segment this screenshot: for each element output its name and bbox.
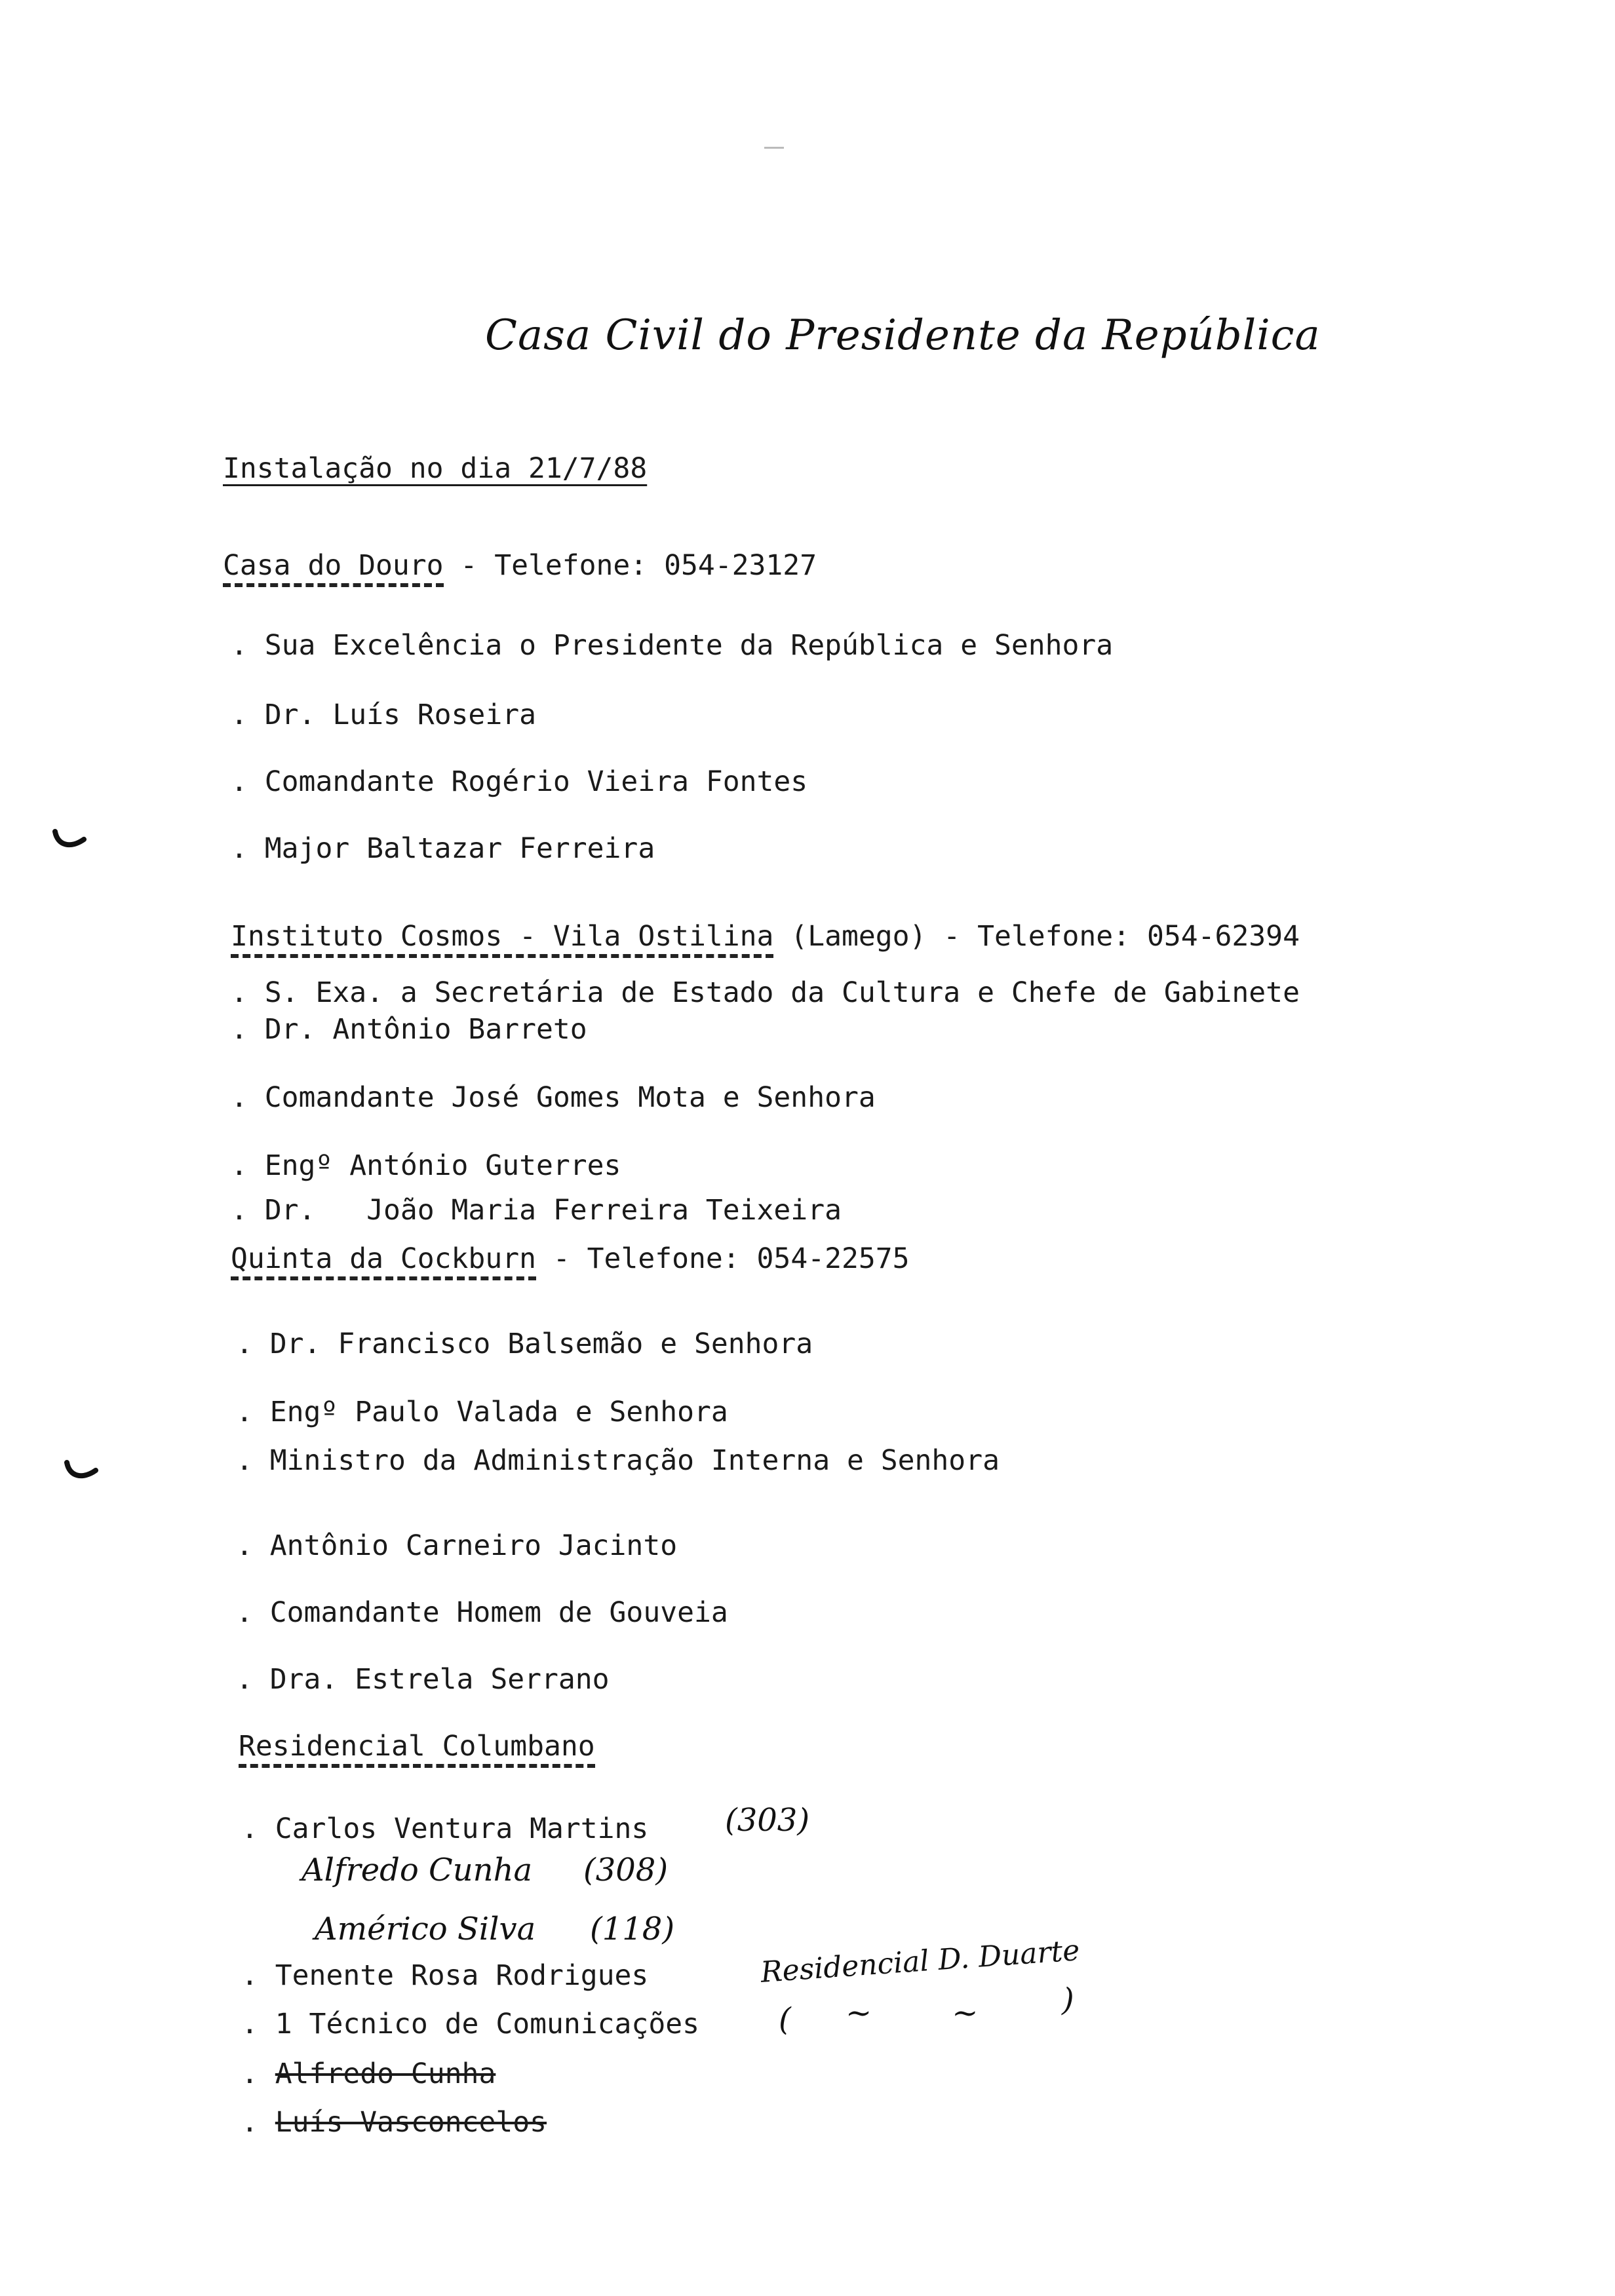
handwritten-ditto-open: ( (779, 2001, 791, 2038)
list-item: . Dr. João Maria Ferreira Teixeira (231, 1194, 842, 1227)
section-name: Quinta da Cockburn (231, 1242, 536, 1280)
handwritten-ditto-marks: ~ ~ (846, 1995, 979, 2031)
section-header-cockburn (231, 1242, 910, 1275)
list-item: . Sua Excelência o Presidente da República e Senhora (231, 629, 1114, 662)
section-header-casa-douro (223, 549, 817, 582)
handwritten-note: Residencial D. Duarte (759, 1934, 1081, 1989)
section-name: Residencial Columbano (239, 1730, 595, 1768)
list-item: . 1 Técnico de Comunicações (241, 2008, 699, 2040)
section-header-columbano (239, 1730, 595, 1763)
section-phone: (Lamego) - Telefone: 054-62394 (773, 920, 1300, 953)
list-item: . Dr. Antônio Barreto (231, 1013, 587, 1046)
list-item: . Dr. Francisco Balsemão e Senhora (236, 1328, 813, 1360)
section-phone: - Telefone: 054-23127 (443, 549, 817, 582)
section-phone: - Telefone: 054-22575 (536, 1242, 910, 1275)
list-item: . Ministro da Administração Interna e Senhora (236, 1444, 1000, 1477)
handwritten-room-2: (118) (590, 1911, 675, 1947)
list-item-struck (241, 2057, 496, 2090)
list-item: . Major Baltazar Ferreira (231, 832, 655, 865)
handwritten-name-2: Américo Silva (315, 1911, 536, 1947)
list-item: . Comandante Homem de Gouveia (236, 1596, 728, 1629)
list-item: . S. Exa. a Secretária de Estado da Cultura e Chefe de Gabinete (231, 976, 1300, 1009)
section-name: Casa do Douro (223, 549, 444, 587)
struck-name: Alfredo Cunha (275, 2057, 496, 2090)
list-item: . Engº Paulo Valada e Senhora (236, 1396, 728, 1428)
list-item: . Carlos Ventura Martins (241, 1812, 649, 1845)
list-item: . Dr. Luís Roseira (231, 698, 536, 731)
list-item: . Antônio Carneiro Jacinto (236, 1529, 678, 1562)
list-item-struck (241, 2106, 547, 2139)
bullet: . (241, 2057, 275, 2090)
scan-mark (764, 147, 784, 149)
list-item: . Comandante Rogério Vieira Fontes (231, 765, 808, 798)
checkmark-icon (63, 1460, 100, 1482)
handwritten-name-1: Alfredo Cunha (302, 1852, 533, 1888)
list-item: . Comandante José Gomes Mota e Senhora (231, 1081, 876, 1114)
document-title: Instalação no dia 21/7/88 (223, 452, 648, 485)
letterhead: Casa Civil do Presidente da República (485, 311, 1321, 360)
bullet: . (241, 2106, 275, 2139)
section-header-cosmos (231, 920, 1300, 953)
handwritten-room-1: (308) (583, 1852, 669, 1888)
checkmark-icon (51, 829, 88, 851)
struck-name: Luís Vasconcelos (275, 2106, 547, 2139)
list-item: . Dra. Estrela Serrano (236, 1663, 610, 1696)
section-name: Instituto Cosmos - Vila Ostilina (231, 920, 773, 958)
list-item: . Engº António Guterres (231, 1149, 621, 1182)
handwritten-room-303: (303) (725, 1802, 810, 1839)
handwritten-ditto-close: ) (1062, 1981, 1074, 2018)
list-item: . Tenente Rosa Rodrigues (241, 1959, 649, 1992)
